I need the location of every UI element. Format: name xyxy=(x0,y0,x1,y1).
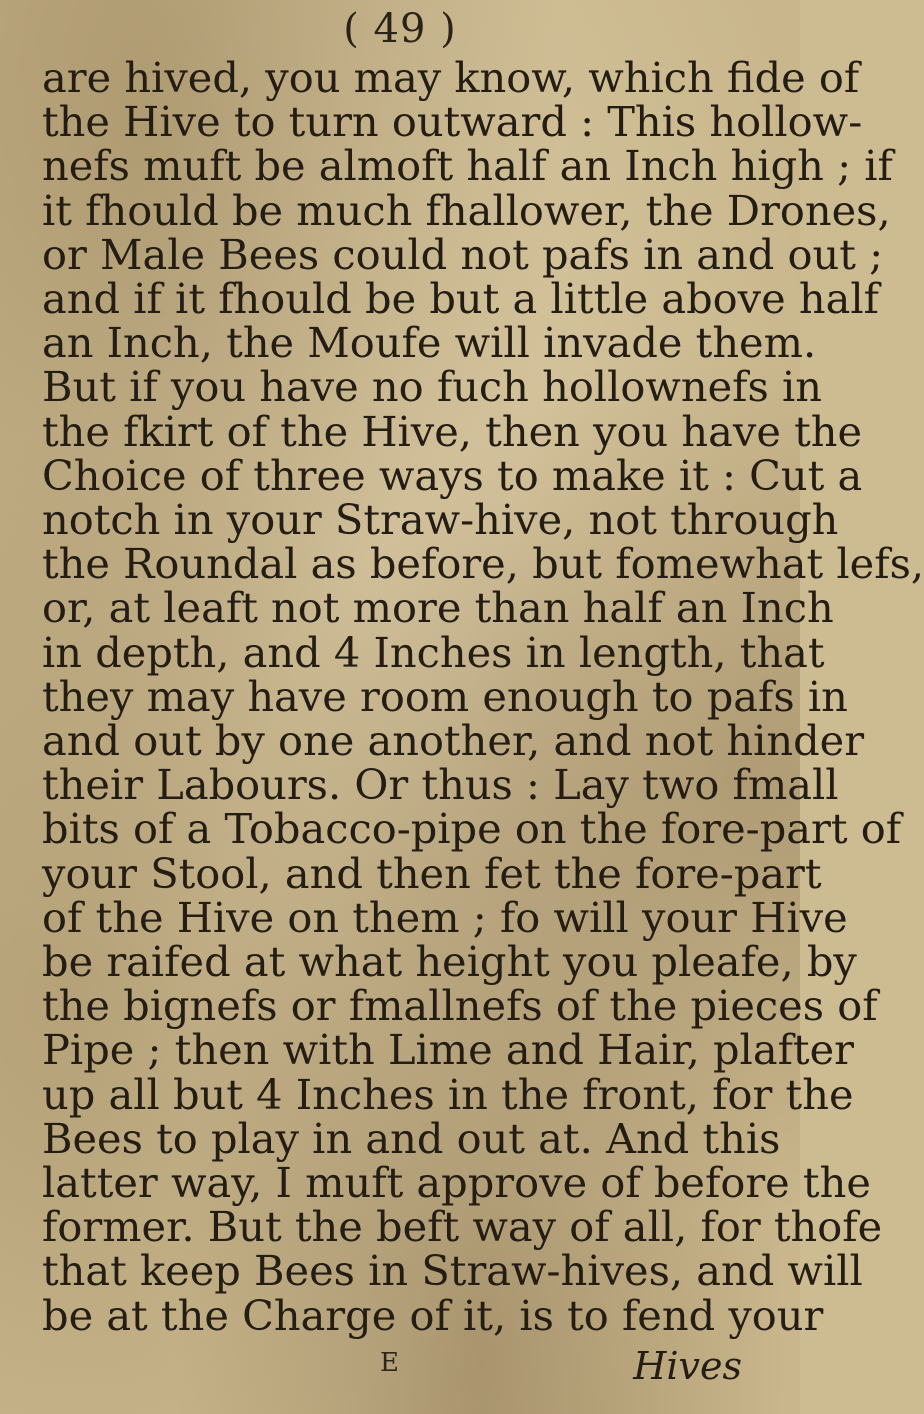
text-line: or, at leaft not more than half an Inch xyxy=(42,583,834,633)
text-line: that keep Bees in Straw-hives, and will xyxy=(42,1246,863,1296)
text-line: be raifed at what height you pleafe, by xyxy=(42,937,857,987)
text-line: the bignefs or fmallnefs of the pieces of xyxy=(42,981,878,1031)
text-line: of the Hive on them ; fo will your Hive xyxy=(42,892,848,942)
text-line: nefs muft be almoft half an Inch high ; if xyxy=(42,141,893,191)
text-line: it fhould be much fhallower, the Drones, xyxy=(42,185,891,235)
text-line: notch in your Straw-hive, not through xyxy=(42,495,839,545)
text-line: Choice of three ways to make it : Cut a xyxy=(42,450,863,500)
text-line: and out by one another, and not hinder xyxy=(42,716,865,766)
text-line: are hived, you may know, which fide of xyxy=(42,53,860,102)
text-line: or Male Bees could not pafs in and out ; xyxy=(42,229,884,279)
signature-mark: E xyxy=(380,1348,399,1378)
text-line: the Roundal as before, but fomewhat lefs, xyxy=(42,539,924,589)
text-line: bits of a Tobacco-pipe on the fore-part of xyxy=(42,804,902,854)
text-line: up all but 4 Inches in the front, for the xyxy=(42,1069,854,1119)
text-line: and if it fhould be but a little above half xyxy=(42,274,879,324)
text-line: the Hive to turn outward : This hollow- xyxy=(42,97,863,147)
text-line: former. But the beft way of all, for thofe xyxy=(42,1202,883,1252)
body-text xyxy=(42,53,924,1340)
text-line: Pipe ; then with Lime and Hair, plafter xyxy=(42,1025,855,1075)
text-line: But if you have no fuch hollownefs in xyxy=(42,362,822,412)
text-line: in depth, and 4 Inches in length, that xyxy=(42,627,825,677)
text-line: latter way, I muft approve of before the xyxy=(42,1158,871,1208)
catchword: Hives xyxy=(633,1344,742,1388)
text-line: the fkirt of the Hive, then you have the xyxy=(42,406,863,456)
text-line: they may have room enough to pafs in xyxy=(42,671,848,721)
text-line: Bees to play in and out at. And this xyxy=(42,1113,781,1163)
text-line: an Inch, the Moufe will invade them. xyxy=(42,318,817,368)
page-number: ( 49 ) xyxy=(343,6,457,52)
text-line: their Labours. Or thus : Lay two fmall xyxy=(42,760,839,810)
text-line: be at the Charge of it, is to fend your xyxy=(42,1290,824,1340)
text-line: your Stool, and then fet the fore-part xyxy=(42,848,822,898)
